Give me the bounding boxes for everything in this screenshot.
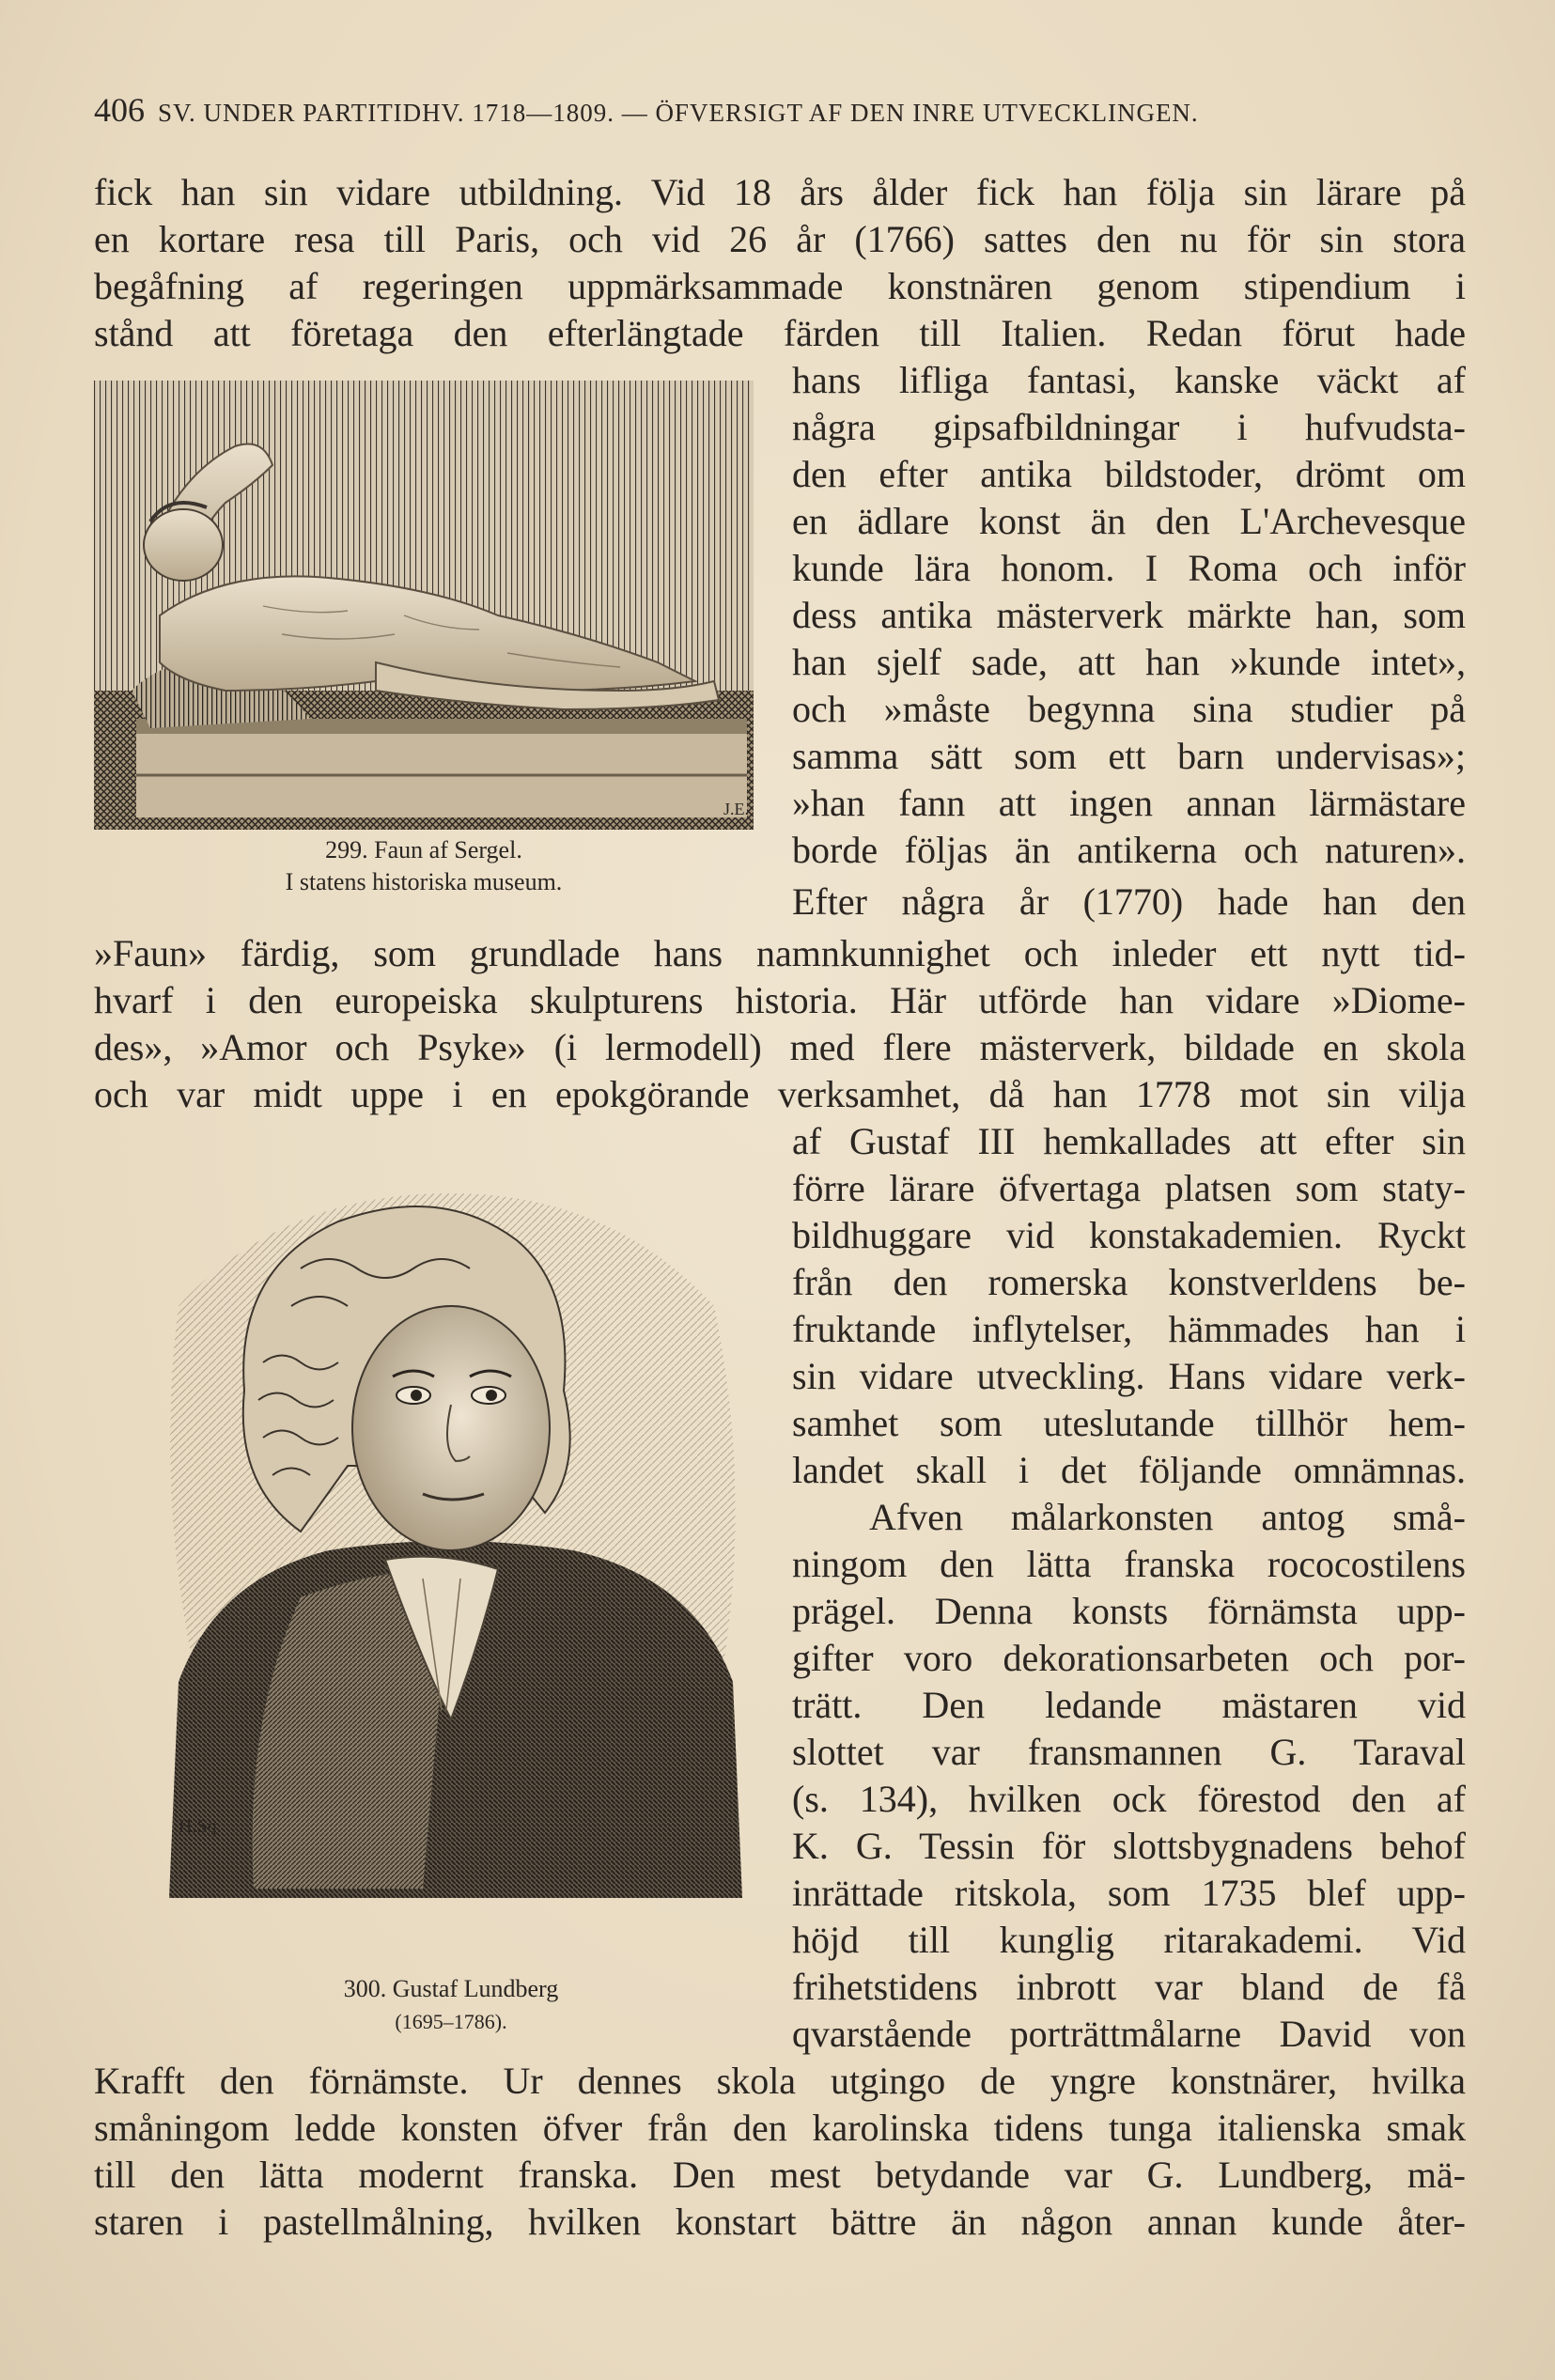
text-line: fick han sin vidare utbildning. Vid 18 års ålder fick han följa sin lärare på bbox=[94, 171, 1466, 213]
figure-299-subtitle: I statens historiska museum. bbox=[285, 868, 563, 895]
text-line: till den lätta modernt franska. Den mest betydande var G. Lundberg, mä- bbox=[94, 2154, 1466, 2196]
text-line: några gipsafbildningar i hufvudsta- bbox=[792, 406, 1466, 448]
text-line: af Gustaf III hemkallades att efter sin bbox=[792, 1120, 1466, 1162]
text-line: dess antika mästerverk märkte han, som bbox=[792, 594, 1466, 636]
text-line: Efter några år (1770) hade han den bbox=[792, 880, 1466, 923]
figure-300-subtitle: (1695–1786). bbox=[395, 2010, 507, 2033]
text-line: ningom den lätta franska rococostilens bbox=[792, 1543, 1466, 1585]
text-line: hvarf i den europeiska skulpturens historia. Här utförde han vidare »Diome- bbox=[94, 979, 1466, 1021]
figure-faun-engraving bbox=[94, 381, 754, 830]
text-line: »han fann att ingen annan lärmästare bbox=[792, 782, 1466, 824]
figure-300-title: Gustaf Lundberg bbox=[392, 1975, 559, 2002]
text-line: och »måste begynna sina studier på bbox=[792, 688, 1466, 730]
figure-299-caption bbox=[94, 834, 754, 898]
figure-lundberg-portrait bbox=[141, 1156, 761, 1926]
text-line: inrättade ritskola, som 1735 blef upp- bbox=[792, 1872, 1466, 1914]
text-line: den efter antika bildstoder, drömt om bbox=[792, 453, 1466, 495]
text-line: höjd till kunglig ritarakademi. Vid bbox=[792, 1919, 1466, 1961]
text-line: trätt. Den ledande mästaren vid bbox=[792, 1684, 1466, 1726]
text-line: bildhuggare vid konstakademien. Ryckt bbox=[792, 1214, 1466, 1256]
text-line: »Faun» färdig, som grundlade hans namnkunnighet och inleder ett nytt tid- bbox=[94, 932, 1466, 974]
text-line: samma sätt som ett barn undervisas»; bbox=[792, 735, 1466, 777]
lundberg-portrait-illustration bbox=[141, 1156, 761, 1926]
page-number: 406 bbox=[94, 91, 145, 129]
engraver-mark-299: J.E. bbox=[723, 800, 749, 818]
figure-300-caption bbox=[235, 1973, 667, 2038]
text-line: sin vidare utveckling. Hans vidare verk- bbox=[792, 1355, 1466, 1397]
text-line: prägel. Denna konsts förnämsta upp- bbox=[792, 1590, 1466, 1632]
text-line: borde följas än antikerna och naturen». bbox=[792, 829, 1466, 871]
text-line: en kortare resa till Paris, och vid 26 år (1766) sattes den nu för sin stora bbox=[94, 218, 1466, 260]
engraver-mark-300: H.Sq. bbox=[179, 1816, 222, 1837]
text-line: småningom ledde konsten öfver från den karolinska tidens tunga italienska smak bbox=[94, 2107, 1466, 2149]
text-line: frihetstidens inbrott var bland de få bbox=[792, 1966, 1466, 2008]
text-line: des», »Amor och Psyke» (i lermodell) med flere mästerverk, bildade en skola bbox=[94, 1026, 1466, 1068]
text-line: Afven målarkonsten antog små- bbox=[869, 1496, 1466, 1538]
text-line: begåfning af regeringen uppmärksammade konstnären genom stipendium i bbox=[94, 265, 1466, 307]
figure-300-number: 300. bbox=[343, 1975, 387, 2002]
figure-299-number: 299. bbox=[325, 836, 368, 863]
running-title: SV. UNDER PARTITIDHV. 1718—1809. — ÖFVERSIGT AF DEN INRE UTVECKLINGEN. bbox=[158, 99, 1199, 127]
text-line: han sjelf sade, att han »kunde intet», bbox=[792, 641, 1466, 683]
text-line: från den romerska konstverldens be- bbox=[792, 1261, 1466, 1303]
text-line: och var midt uppe i en epokgörande verksamhet, då han 1778 mot sin vilja bbox=[94, 1073, 1466, 1115]
text-line: gifter voro dekorationsarbeten och por- bbox=[792, 1637, 1466, 1679]
text-line: en ädlare konst än den L'Archevesque bbox=[792, 500, 1466, 542]
text-line: stånd att företaga den efterlängtade färden till Italien. Redan förut hade bbox=[94, 312, 1466, 354]
text-line: qvarstående porträttmålarne David von bbox=[792, 2013, 1466, 2055]
text-line: K. G. Tessin för slottsbygnadens behof bbox=[792, 1825, 1466, 1867]
text-line: Krafft den förnämste. Ur dennes skola utgingo de yngre konstnärer, hvilka bbox=[94, 2060, 1466, 2102]
text-line: förre lärare öfvertaga platsen som staty- bbox=[792, 1167, 1466, 1209]
text-line: landet skall i det följande omnämnas. bbox=[792, 1449, 1466, 1491]
text-line: staren i pastellmålning, hvilken konstart bättre än någon annan kunde åter- bbox=[94, 2201, 1466, 2243]
text-line: hans lifliga fantasi, kanske väckt af bbox=[792, 359, 1466, 401]
faun-sculpture-illustration bbox=[94, 381, 754, 830]
text-line: fruktande inflytelser, hämmades han i bbox=[792, 1308, 1466, 1350]
text-line: slottet var fransmannen G. Taraval bbox=[792, 1731, 1466, 1773]
text-line: (s. 134), hvilken ock förestod den af bbox=[792, 1778, 1466, 1820]
running-head bbox=[94, 90, 1466, 130]
text-line: kunde lära honom. I Roma och inför bbox=[792, 547, 1466, 589]
text-line: samhet som uteslutande tillhör hem- bbox=[792, 1402, 1466, 1444]
figure-299-title: Faun af Sergel. bbox=[374, 836, 522, 863]
